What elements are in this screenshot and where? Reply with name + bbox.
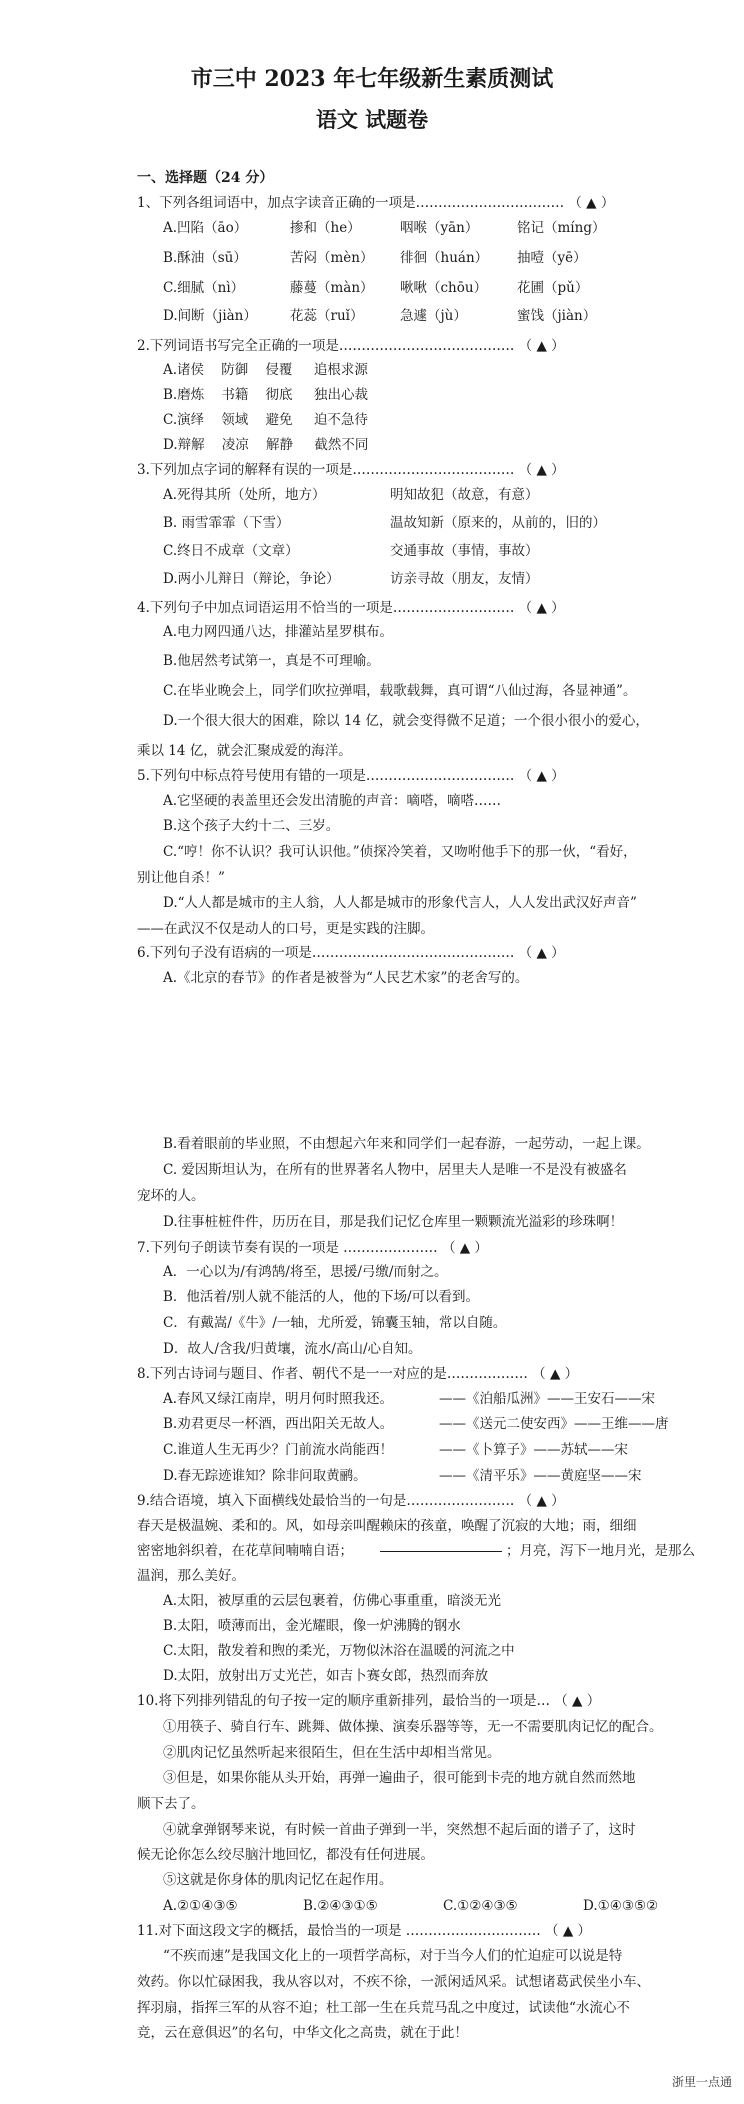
q3-c-2: 交通事故（事情，事故） [390,543,539,559]
q5-option-b: B.这个孩子大约十二、三岁。 [163,818,340,834]
q7-option-c: C．有戴嵩/《牛》/一轴，尤所爱，锦囊玉轴，常以自随。 [163,1315,507,1331]
q1-b-4: 抽噎（yē） [517,250,587,266]
q7-option-d: D．故人/含我/归黄壤，流水/高山/心自知。 [163,1341,422,1357]
q1-stem: 1、下列各组词语中，加点字读音正确的一项是…………………………… （ ▲ ） [137,195,615,211]
q9-passage-2: 密密地斜织着，在花草间喃喃自语； [137,1543,353,1559]
q4-option-a: A.电力网四通八达，排灌站星罗棋布。 [163,624,394,640]
q1-b-3: 徘徊（huán） [400,250,489,266]
q8-row-a [163,1389,655,1409]
q7-option-a: A．一心以为/有鸿鹄/将至，思援/弓缴/而射之。 [163,1264,448,1280]
q5-option-d-cont: ——在武汉不仅是动人的口号，更是实践的注脚。 [137,921,434,937]
q10-choice-d: D.①④③⑤② [583,1898,659,1914]
q3-d-1: D.两小儿辩日（辩论，争论） [163,571,340,587]
q5-option-c: C.“哼！你不认识？我可认识他。”侦探冷笑着，又吻咐他手下的那一伙，“看好， [163,844,637,860]
exam-subtitle: 语文 试题卷 [315,107,429,132]
q10-sentence-2: ②肌肉记忆虽然听起来很陌生，但在生活中却相当常见。 [163,1745,501,1761]
q6-option-c: C. 爱因斯坦认为，在所有的世界著名人物中，居里夫人是唯一不是没有被盛名 [163,1162,627,1178]
q11-passage-2: 效药。你以忙碌困我，我从容以对，不疾不徐，一派闲适风采。试想诸葛武侯坐小车、 [137,1974,650,1990]
footer-watermark: 浙里一点通 [671,2075,732,2089]
q1-a-2: 掺和（he） [290,220,361,236]
q8-a-2: ——《泊船瓜洲》——王安石——宋 [439,1391,655,1407]
q9-passage-3: ；月亮，泻下一地月光，是那么 [506,1543,695,1559]
q9-option-d: D.太阳，放射出万丈光芒，如吉卜赛女郎，热烈而奔放 [163,1668,489,1684]
q5-stem: 5.下列句中标点符号使用有错的一项是…………………………… （ ▲ ） [137,768,565,784]
q6-option-a: A.《北京的春节》的作者是被誉为“人民艺术家”的老舍写的。 [163,970,529,986]
q11-passage-3: 挥羽扇，指挥三军的从容不迫；杜工部一生在兵荒马乱之中度过，试读他“水流心不 [137,2000,630,2016]
q10-sentence-3: ③但是，如果你能从头开始，再弹一遍曲子，很可能到卡壳的地方就自然而然地 [163,1770,636,1786]
q10-sentence-4: ④就拿弹钢琴来说，有时候一首曲子弹到一半，突然想不起后面的谱子了，这时 [163,1822,636,1838]
q10-choice-a: A.②①④③⑤ [163,1898,238,1914]
q1-a-1: A.凹陷（āo） [163,220,248,236]
q7-option-b: B．他活着/别人就不能活的人，他的下场/可以看到。 [163,1289,480,1305]
q8-b-2: ——《送元二使安西》——王维——唐 [439,1416,669,1432]
q5-option-a: A.它坚硬的表盖里还会发出清脆的声音：嘀嗒，嘀嗒…… [163,793,502,809]
q3-b-1: B. 雨雪霏霏（下雪） [163,515,290,531]
q10-choice-b: B.②④③①⑤ [303,1898,378,1914]
q8-stem: 8.下列古诗词与题目、作者、朝代不是一一对应的是……………… （ ▲ ） [137,1366,579,1382]
q8-b-1: B.劝君更尽一杯酒，西出阳关无故人。 [163,1416,394,1432]
q3-row-c [163,541,539,561]
q6-option-c-cont: 宠坏的人。 [137,1188,205,1204]
q9-blank-line [380,1551,502,1552]
q3-row-d [163,569,539,589]
q1-b-2: 苦闷（mèn） [290,250,374,266]
q1-d-2: 花蕊（ruǐ） [290,308,364,324]
q10-sentence-4-cont: 候无论你怎么绞尽脑汁地回忆，都没有任何进展。 [137,1847,434,1863]
q1-b-1: B.酥油（sū） [163,250,247,266]
q10-sentence-3-cont: 顺下去了。 [137,1796,205,1812]
q4-option-d: D.一个很大很大的困难，除以 14 亿，就会变得微不足道；一个很小很小的爱心， [163,713,649,729]
q1-c-3: 啾啾（chōu） [400,280,488,296]
q10-choice-c: C.①②④③⑤ [443,1898,518,1914]
q1-d-3: 急遽（jù） [400,308,467,324]
q9-option-b: B.太阳，喷薄而出，金光耀眼，像一炉沸腾的钢水 [163,1618,461,1634]
q8-c-2: ——《卜算子》——苏轼——宋 [439,1442,628,1458]
q10-choices [163,1896,658,1916]
q6-stem: 6.下列句子没有语病的一项是……………………………………… （ ▲ ） [137,945,565,961]
q4-option-b: B.他居然考试第一，真是不可理喻。 [163,653,380,669]
q1-row-a [163,218,605,238]
q3-row-b [163,513,606,533]
q10-stem: 10.将下列排列错乱的句子按一定的顺序重新排列，最恰当的一项是… （ ▲ ） [137,1693,601,1709]
q1-row-c [163,278,588,298]
q11-passage-4: 竞，云在意俱迟”的名句，中华文化之高贵，就在于此！ [137,2025,468,2041]
q8-a-1: A.春风又绿江南岸，明月何时照我还。 [163,1391,394,1407]
section-heading: 一、选择题（24 分） [137,170,274,186]
q3-d-2: 访亲寻故（朋友，友情） [390,571,539,587]
q1-d-4: 蜜饯（jiàn） [517,308,597,324]
q8-d-1: D.春无踪迹谁知？除非问取黄鹂。 [163,1468,367,1484]
q9-passage-1: 春天是极温婉、柔和的。风，如母亲叫醒赖床的孩童，唤醒了沉寂的大地；雨，细细 [137,1518,637,1534]
q11-passage-1: “不疾而速”是我国文化上的一项哲学高标，对于当今人们的忙迫症可以说是特 [163,1948,623,1964]
q6-option-d: D.往事桩桩件件，历历在目，那是我们记忆仓库里一颗颗流光溢彩的珍珠啊！ [163,1214,624,1230]
q10-sentence-1: ①用筷子、骑自行车、跳舞、做体操、演奏乐器等等，无一不需要肌肉记忆的配合。 [163,1719,663,1735]
exam-title: 市三中 2023 年七年级新生素质测试 [190,66,554,92]
q8-row-b [163,1414,669,1434]
q3-a-2: 明知故犯（故意，有意） [390,487,539,503]
q1-row-d [163,306,596,326]
q11-stem: 11.对下面这段文字的概括，最恰当的一项是 ………………………… （ ▲ ） [137,1923,592,1939]
q2-option-c: C.演绎 领域 避免 迫不急待 [163,412,368,428]
q2-option-d: D.辩解 凌凉 解静 截然不同 [163,437,369,453]
q3-a-1: A.死得其所（处所，地方） [163,487,326,503]
q5-option-c-cont: 别让他自杀！” [137,870,225,886]
q8-d-2: ——《清平乐》——黄庭坚——宋 [439,1468,642,1484]
q9-passage-4: 温润，那么美好。 [137,1568,245,1584]
q1-a-3: 咽喉（yān） [400,220,479,236]
q1-d-1: D.间断（jiàn） [163,308,257,324]
q2-option-a: A.诸侯 防御 侵覆 追根求源 [163,362,368,378]
q4-option-c: C.在毕业晚会上，同学们吹拉弹唱，载歌载舞，真可谓“八仙过海，各显神通”。 [163,683,637,699]
q8-row-d [163,1466,642,1486]
q3-stem: 3.下列加点字词的解释有误的一项是……………………………… （ ▲ ） [137,462,565,478]
q8-row-c [163,1440,628,1460]
q2-option-b: B.磨炼 书籍 彻底 独出心裁 [163,387,368,403]
q3-row-a [163,485,539,505]
q7-stem: 7.下列句子朗读节奏有误的一项是 ………………… （ ▲ ） [137,1240,488,1256]
q1-row-b [163,248,587,268]
q5-option-d: D.“人人都是城市的主人翁，人人都是城市的形象代言人，人人发出武汉好声音” [163,895,637,911]
q3-b-2: 温故知新（原来的，从前的，旧的） [390,515,606,531]
q2-stem: 2.下列词语书写完全正确的一项是………………………………… （ ▲ ） [137,338,565,354]
q9-option-a: A.太阳，被厚重的云层包裹着，仿佛心事重重，暗淡无光 [163,1593,502,1609]
q6-option-b: B.看着眼前的毕业照，不由想起六年来和同学们一起春游，一起劳动，一起上课。 [163,1136,650,1152]
q4-option-d-cont: 乘以 14 亿，就会汇聚成爱的海洋。 [137,743,352,759]
q1-c-4: 花圃（pǔ） [517,280,589,296]
q1-a-4: 铭记（míng） [517,220,606,236]
q4-stem: 4.下列句子中加点词语运用不恰当的一项是……………………… （ ▲ ） [137,600,565,616]
q10-sentence-5: ⑤这就是你身体的肌肉记忆在起作用。 [163,1872,393,1888]
q8-c-1: C.谁道人生无再少？门前流水尚能西！ [163,1442,394,1458]
q9-option-c: C.太阳，散发着和煦的柔光，万物似沐浴在温暖的河流之中 [163,1643,515,1659]
q1-c-2: 藤蔓（màn） [290,280,374,296]
q9-stem: 9.结合语境，填入下面横线处最恰当的一句是…………………… （ ▲ ） [137,1493,565,1509]
q3-c-1: C.终日不成章（文章） [163,543,299,559]
q1-c-1: C.细腻（nì） [163,280,245,296]
